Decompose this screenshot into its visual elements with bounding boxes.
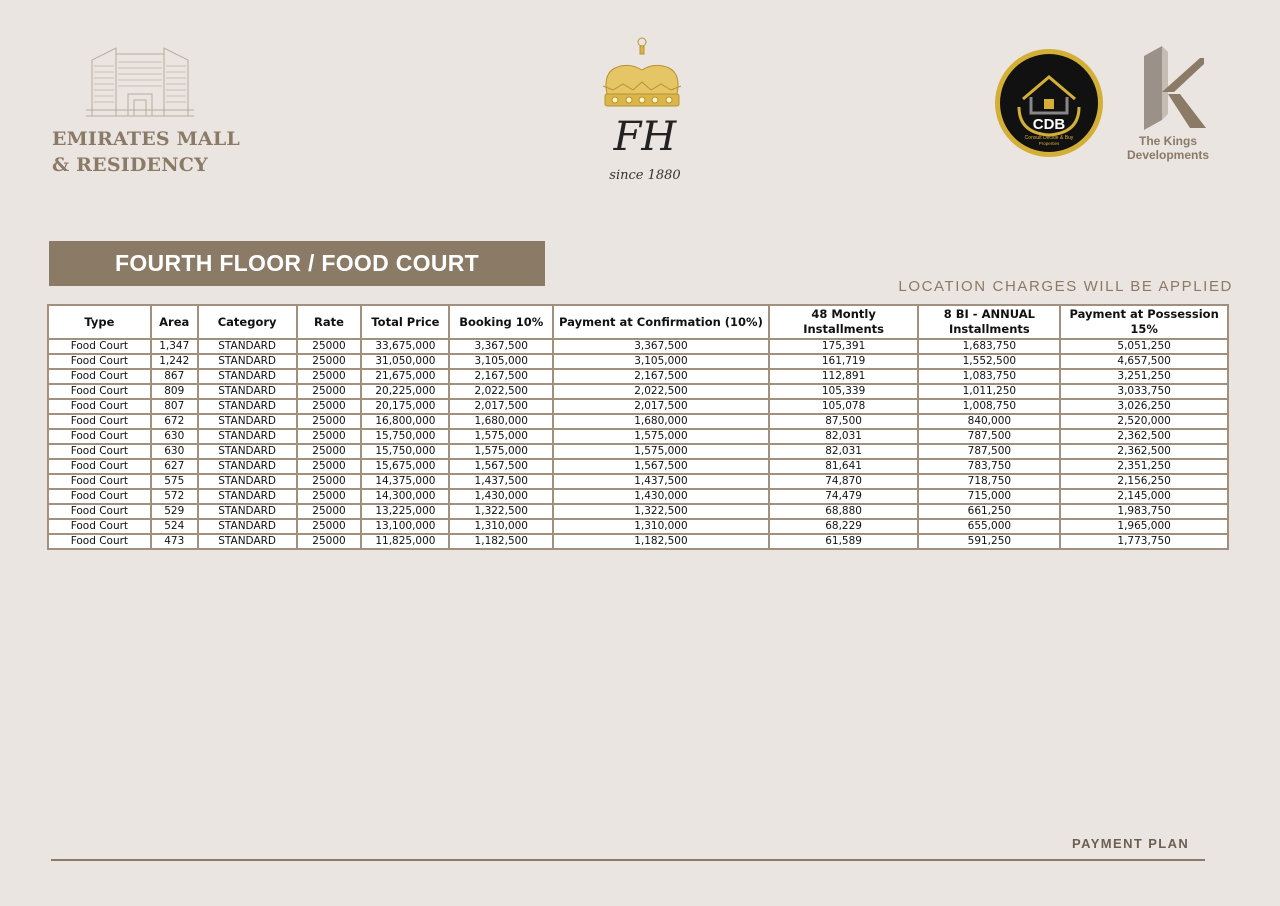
table-cell: 2,017,500 <box>449 399 553 414</box>
table-cell: 655,000 <box>918 519 1060 534</box>
table-cell: Food Court <box>48 474 151 489</box>
table-cell: 3,367,500 <box>553 339 769 354</box>
table-cell: 13,100,000 <box>361 519 449 534</box>
table-cell: 2,017,500 <box>553 399 769 414</box>
table-cell: Food Court <box>48 369 151 384</box>
kings-k-icon <box>1128 44 1210 134</box>
table-cell: Food Court <box>48 339 151 354</box>
emirates-logo-text <box>52 126 240 178</box>
table-cell: STANDARD <box>198 369 297 384</box>
table-cell: 1,182,500 <box>449 534 553 549</box>
table-cell: 630 <box>151 429 198 444</box>
table-cell: 25000 <box>297 444 362 459</box>
table-cell: STANDARD <box>198 489 297 504</box>
table-cell: 25000 <box>297 339 362 354</box>
table-cell: 2,022,500 <box>449 384 553 399</box>
table-cell: 25000 <box>297 459 362 474</box>
table-cell: 105,078 <box>769 399 919 414</box>
table-row <box>48 444 1228 459</box>
header-rate: Rate <box>297 305 362 339</box>
payment-plan-table <box>47 304 1229 550</box>
table-cell: 25000 <box>297 414 362 429</box>
table-cell: 715,000 <box>918 489 1060 504</box>
table-row <box>48 504 1228 519</box>
table-cell: Food Court <box>48 444 151 459</box>
table-cell: STANDARD <box>198 354 297 369</box>
table-cell: STANDARD <box>198 414 297 429</box>
table-cell: 867 <box>151 369 198 384</box>
table-cell: 21,675,000 <box>361 369 449 384</box>
table-cell: 575 <box>151 474 198 489</box>
table-cell: 82,031 <box>769 429 919 444</box>
table-cell: 2,167,500 <box>449 369 553 384</box>
table-row <box>48 519 1228 534</box>
table-cell: STANDARD <box>198 534 297 549</box>
header-total-price: Total Price <box>361 305 449 339</box>
table-cell: 1,430,000 <box>553 489 769 504</box>
table-row <box>48 369 1228 384</box>
table-cell: Food Court <box>48 459 151 474</box>
table-cell: Food Court <box>48 414 151 429</box>
cdb-house-icon <box>993 47 1105 159</box>
table-cell: 1,310,000 <box>449 519 553 534</box>
table-cell: 25000 <box>297 489 362 504</box>
table-cell: 787,500 <box>918 429 1060 444</box>
emirates-line-1: EMIRATES MALL <box>52 128 240 150</box>
table-cell: 783,750 <box>918 459 1060 474</box>
table-cell: 572 <box>151 489 198 504</box>
table-cell: 3,026,250 <box>1060 399 1228 414</box>
table-cell: Food Court <box>48 384 151 399</box>
table-cell: 1,965,000 <box>1060 519 1228 534</box>
table-cell: 25000 <box>297 534 362 549</box>
table-cell: 175,391 <box>769 339 919 354</box>
table-cell: STANDARD <box>198 339 297 354</box>
table-cell: 15,750,000 <box>361 444 449 459</box>
location-charges-note: LOCATION CHARGES WILL BE APPLIED <box>898 278 1233 295</box>
fh-monogram: FH <box>613 114 677 160</box>
table-cell: 1,322,500 <box>449 504 553 519</box>
table-cell: STANDARD <box>198 459 297 474</box>
table-cell: 25000 <box>297 384 362 399</box>
payment-plan-label: PAYMENT PLAN <box>1072 836 1190 851</box>
table-cell: 2,351,250 <box>1060 459 1228 474</box>
table-cell: STANDARD <box>198 474 297 489</box>
table-cell: 1,322,500 <box>553 504 769 519</box>
table-row <box>48 399 1228 414</box>
table-cell: 1,430,000 <box>449 489 553 504</box>
crown-icon <box>585 34 700 184</box>
cdb-tagline-2: Properties <box>1038 141 1060 146</box>
table-cell: 1,008,750 <box>918 399 1060 414</box>
table-cell: 1,575,000 <box>553 429 769 444</box>
table-cell: 1,680,000 <box>449 414 553 429</box>
table-cell: 809 <box>151 384 198 399</box>
header-booking: Booking 10% <box>449 305 553 339</box>
table-cell: 1,575,000 <box>449 429 553 444</box>
table-cell: STANDARD <box>198 504 297 519</box>
header-biannual: 8 BI - ANNUAL Installments <box>918 305 1060 339</box>
table-cell: 1,083,750 <box>918 369 1060 384</box>
table-cell: 1,437,500 <box>449 474 553 489</box>
table-cell: 2,145,000 <box>1060 489 1228 504</box>
table-body <box>48 339 1228 549</box>
table-cell: 473 <box>151 534 198 549</box>
table-cell: 25000 <box>297 399 362 414</box>
table-cell: 68,229 <box>769 519 919 534</box>
table-cell: 630 <box>151 444 198 459</box>
table-cell: 840,000 <box>918 414 1060 429</box>
table-cell: 3,251,250 <box>1060 369 1228 384</box>
table-cell: 74,870 <box>769 474 919 489</box>
table-cell: Food Court <box>48 519 151 534</box>
table-cell: STANDARD <box>198 429 297 444</box>
table-cell: 14,375,000 <box>361 474 449 489</box>
table-cell: 25000 <box>297 369 362 384</box>
kings-logo-text: The Kings Developments <box>1126 134 1210 162</box>
table-cell: Food Court <box>48 429 151 444</box>
table-cell: 2,022,500 <box>553 384 769 399</box>
table-cell: 15,750,000 <box>361 429 449 444</box>
table-cell: 2,520,000 <box>1060 414 1228 429</box>
table-cell: STANDARD <box>198 444 297 459</box>
header-area: Area <box>151 305 198 339</box>
table-cell: Food Court <box>48 354 151 369</box>
table-cell: 161,719 <box>769 354 919 369</box>
table-cell: 529 <box>151 504 198 519</box>
table-row <box>48 414 1228 429</box>
table-cell: 25000 <box>297 504 362 519</box>
table-cell: 2,156,250 <box>1060 474 1228 489</box>
table-cell: Food Court <box>48 399 151 414</box>
footer-divider <box>51 859 1205 861</box>
table-cell: 1,437,500 <box>553 474 769 489</box>
header-confirmation: Payment at Confirmation (10%) <box>553 305 769 339</box>
table-cell: 33,675,000 <box>361 339 449 354</box>
table-cell: 25000 <box>297 474 362 489</box>
table-cell: 5,051,250 <box>1060 339 1228 354</box>
table-cell: 4,657,500 <box>1060 354 1228 369</box>
header-monthly: 48 Montly Installments <box>769 305 919 339</box>
table-cell: 1,567,500 <box>553 459 769 474</box>
table-row <box>48 534 1228 549</box>
table-row <box>48 459 1228 474</box>
table-cell: 1,680,000 <box>553 414 769 429</box>
table-cell: 591,250 <box>918 534 1060 549</box>
table-cell: 61,589 <box>769 534 919 549</box>
table-cell: 672 <box>151 414 198 429</box>
table-cell: 1,773,750 <box>1060 534 1228 549</box>
table-cell: 68,880 <box>769 504 919 519</box>
table-cell: 524 <box>151 519 198 534</box>
table-cell: 1,575,000 <box>553 444 769 459</box>
table-cell: 81,641 <box>769 459 919 474</box>
table-cell: 661,250 <box>918 504 1060 519</box>
table-cell: 1,347 <box>151 339 198 354</box>
table-cell: 627 <box>151 459 198 474</box>
table-cell: 31,050,000 <box>361 354 449 369</box>
header-possession: Payment at Possession 15% <box>1060 305 1228 339</box>
table-cell: Food Court <box>48 534 151 549</box>
table-cell: 1,567,500 <box>449 459 553 474</box>
floor-title-banner: FOURTH FLOOR / FOOD COURT <box>49 241 545 286</box>
table-cell: 718,750 <box>918 474 1060 489</box>
table-cell: 1,011,250 <box>918 384 1060 399</box>
table-cell: 13,225,000 <box>361 504 449 519</box>
fh-since-text: since 1880 <box>609 168 681 183</box>
header-type: Type <box>48 305 151 339</box>
table-cell: 1,242 <box>151 354 198 369</box>
table-cell: 1,575,000 <box>449 444 553 459</box>
table-cell: 16,800,000 <box>361 414 449 429</box>
table-cell: Food Court <box>48 504 151 519</box>
table-cell: 112,891 <box>769 369 919 384</box>
table-row <box>48 384 1228 399</box>
table-cell: 15,675,000 <box>361 459 449 474</box>
table-cell: STANDARD <box>198 519 297 534</box>
table-cell: 1,182,500 <box>553 534 769 549</box>
table-cell: 25000 <box>297 519 362 534</box>
table-row <box>48 474 1228 489</box>
table-cell: 11,825,000 <box>361 534 449 549</box>
table-cell: Food Court <box>48 489 151 504</box>
table-cell: 3,105,000 <box>449 354 553 369</box>
table-cell: 105,339 <box>769 384 919 399</box>
cdb-label: CDB <box>1032 116 1066 133</box>
table-cell: 25000 <box>297 354 362 369</box>
table-cell: 1,983,750 <box>1060 504 1228 519</box>
table-cell: 807 <box>151 399 198 414</box>
cdb-tagline: Consult Decide & Buy <box>1024 135 1074 141</box>
table-row <box>48 354 1228 369</box>
table-cell: STANDARD <box>198 384 297 399</box>
table-row <box>48 489 1228 504</box>
table-row <box>48 339 1228 354</box>
emirates-line-2: & RESIDENCY <box>52 154 208 176</box>
table-cell: 14,300,000 <box>361 489 449 504</box>
table-cell: 1,552,500 <box>918 354 1060 369</box>
table-cell: 3,033,750 <box>1060 384 1228 399</box>
header-category: Category <box>198 305 297 339</box>
table-cell: 2,362,500 <box>1060 429 1228 444</box>
table-cell: 3,105,000 <box>553 354 769 369</box>
table-cell: 2,362,500 <box>1060 444 1228 459</box>
table-cell: 25000 <box>297 429 362 444</box>
table-cell: 3,367,500 <box>449 339 553 354</box>
table-cell: 20,175,000 <box>361 399 449 414</box>
table-cell: 1,310,000 <box>553 519 769 534</box>
table-header-row <box>48 305 1228 339</box>
table-cell: 787,500 <box>918 444 1060 459</box>
table-cell: 20,225,000 <box>361 384 449 399</box>
table-cell: 74,479 <box>769 489 919 504</box>
table-cell: 87,500 <box>769 414 919 429</box>
table-cell: 82,031 <box>769 444 919 459</box>
table-cell: STANDARD <box>198 399 297 414</box>
table-row <box>48 429 1228 444</box>
table-cell: 1,683,750 <box>918 339 1060 354</box>
table-cell: 2,167,500 <box>553 369 769 384</box>
